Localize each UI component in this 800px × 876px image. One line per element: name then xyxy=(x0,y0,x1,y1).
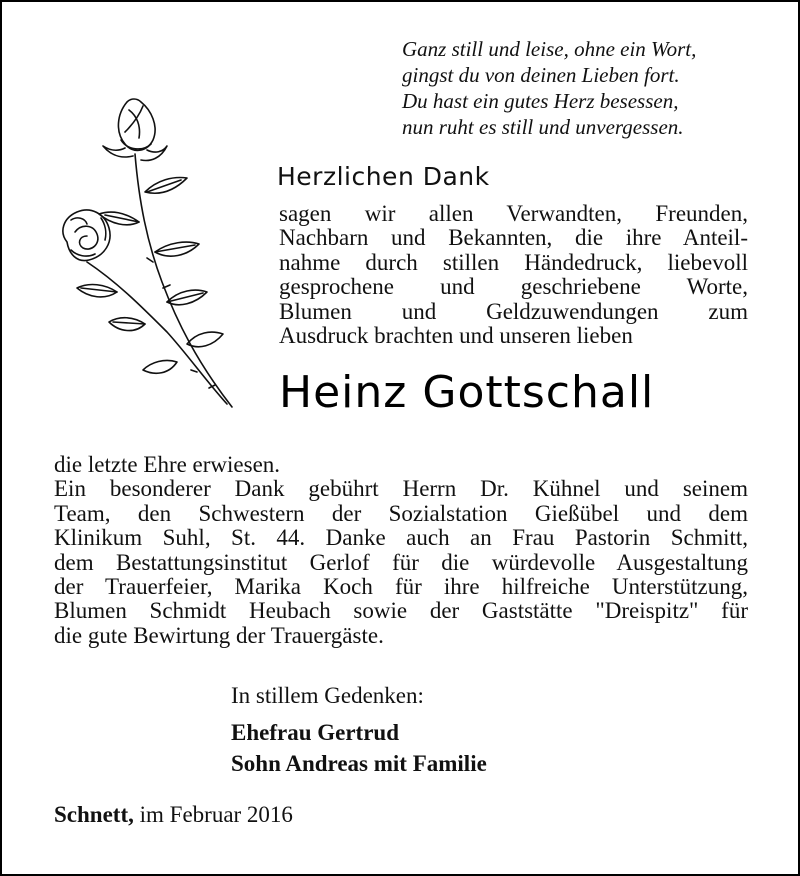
intro-line: Nachbarn und Bekannten, die ihre Anteil- xyxy=(279,225,748,251)
body-line: der Trauerfeier, Marika Koch für ihre hilfreiche Unterstützung, xyxy=(54,574,748,600)
body-line: Blumen Schmidt Heubach sowie der Gaststätte "Dreispitz" für xyxy=(54,598,748,624)
place-date xyxy=(54,802,293,828)
poem-line: Du hast ein gutes Herz besessen, xyxy=(402,89,679,113)
intro-line: Ausdruck brachten und unseren lieben xyxy=(279,323,633,349)
body-line: die letzte Ehre erwiesen. xyxy=(54,452,281,477)
body-line: Klinikum Suhl, St. 44. Danke auch an Frau Pastorin Schmitt, xyxy=(54,525,748,551)
rose-illustration-icon xyxy=(47,92,247,422)
thanks-intro xyxy=(279,202,748,348)
family-signature xyxy=(231,717,487,779)
intro-line: sagen wir allen Verwandten, Freunden, xyxy=(279,201,748,226)
body-line: die gute Bewirtung der Trauergäste. xyxy=(54,622,384,648)
family-member: Ehefrau Gertrud xyxy=(231,720,400,745)
thanks-heading: Herzlichen Dank xyxy=(277,162,490,191)
thanks-body xyxy=(54,453,748,648)
in-memory-label: In stillem Gedenken: xyxy=(231,683,424,708)
poem-line: gingst du von deinen Lieben fort. xyxy=(402,63,680,87)
family-member: Sohn Andreas mit Familie xyxy=(231,751,487,776)
date: im Februar 2016 xyxy=(139,802,293,827)
body-line: Ein besonderer Dank gebührt Herrn Dr. Kühnel und seinem xyxy=(54,476,748,502)
deceased-name: Heinz Gottschall xyxy=(279,367,655,418)
intro-line: Blumen und Geldzuwendungen zum xyxy=(279,298,748,324)
intro-line: gesprochene und geschriebene Worte, xyxy=(279,274,748,300)
body-line: Team, den Schwestern der Sozialstation Gießübel und dem xyxy=(54,500,748,526)
body-line: dem Bestattungsinstitut Gerlof für die würdevolle Ausgestaltung xyxy=(54,549,748,575)
intro-line: nahme durch stillen Händedruck, liebevoll xyxy=(279,249,748,275)
poem-line: Ganz still und leise, ohne ein Wort, xyxy=(402,37,697,61)
place: Schnett, xyxy=(54,802,134,827)
poem-line: nun ruht es still und unvergessen. xyxy=(402,115,684,139)
poem xyxy=(402,36,782,140)
